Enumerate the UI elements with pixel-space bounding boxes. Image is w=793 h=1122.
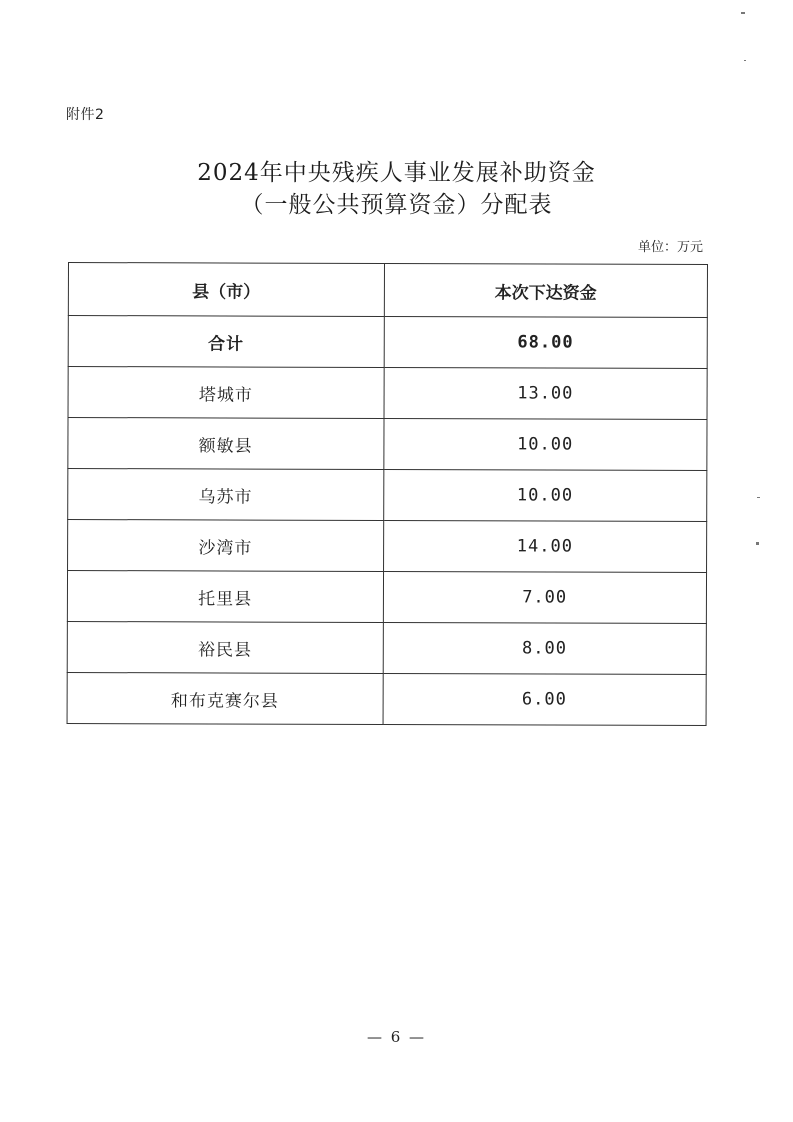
header-county: 县（市） bbox=[68, 263, 384, 317]
county-amount: 10.00 bbox=[383, 418, 707, 470]
county-name: 托里县 bbox=[67, 571, 383, 623]
allocation-table bbox=[67, 262, 708, 726]
table-header-row bbox=[68, 263, 707, 318]
county-name: 额敏县 bbox=[68, 418, 384, 470]
table-row bbox=[68, 367, 707, 420]
unit-label: 单位：万元 bbox=[637, 240, 703, 255]
table-row bbox=[68, 469, 707, 522]
county-amount: 6.00 bbox=[383, 673, 707, 725]
document-title-line2: （一般公共预算资金）分配表 bbox=[240, 192, 553, 218]
county-amount: 7.00 bbox=[383, 571, 707, 623]
county-amount: 13.00 bbox=[384, 367, 708, 419]
scan-speck bbox=[757, 497, 760, 498]
total-amount: 68.00 bbox=[384, 316, 708, 368]
attachment-label: 附件2 bbox=[66, 107, 105, 123]
county-name: 塔城市 bbox=[68, 367, 384, 419]
county-name: 沙湾市 bbox=[68, 520, 384, 572]
county-name: 乌苏市 bbox=[68, 469, 384, 521]
total-label: 合计 bbox=[68, 316, 384, 368]
table-row bbox=[67, 672, 706, 725]
header-amount: 本次下达资金 bbox=[384, 263, 708, 317]
document-title-line1: 2024年中央残疾人事业发展补助资金 bbox=[197, 160, 596, 186]
table-row bbox=[68, 418, 707, 471]
table-total-row bbox=[68, 316, 707, 369]
scan-speck bbox=[744, 60, 746, 61]
table-row bbox=[67, 571, 706, 624]
scan-speck bbox=[741, 12, 745, 14]
page-number: — 6 — bbox=[366, 1028, 427, 1046]
table-row bbox=[67, 621, 706, 674]
county-amount: 10.00 bbox=[383, 469, 707, 521]
county-amount: 14.00 bbox=[383, 520, 707, 572]
county-name: 和布克赛尔县 bbox=[67, 672, 383, 724]
table-row bbox=[68, 520, 707, 573]
county-amount: 8.00 bbox=[383, 622, 707, 674]
county-name: 裕民县 bbox=[67, 621, 383, 673]
scan-speck bbox=[756, 542, 759, 545]
